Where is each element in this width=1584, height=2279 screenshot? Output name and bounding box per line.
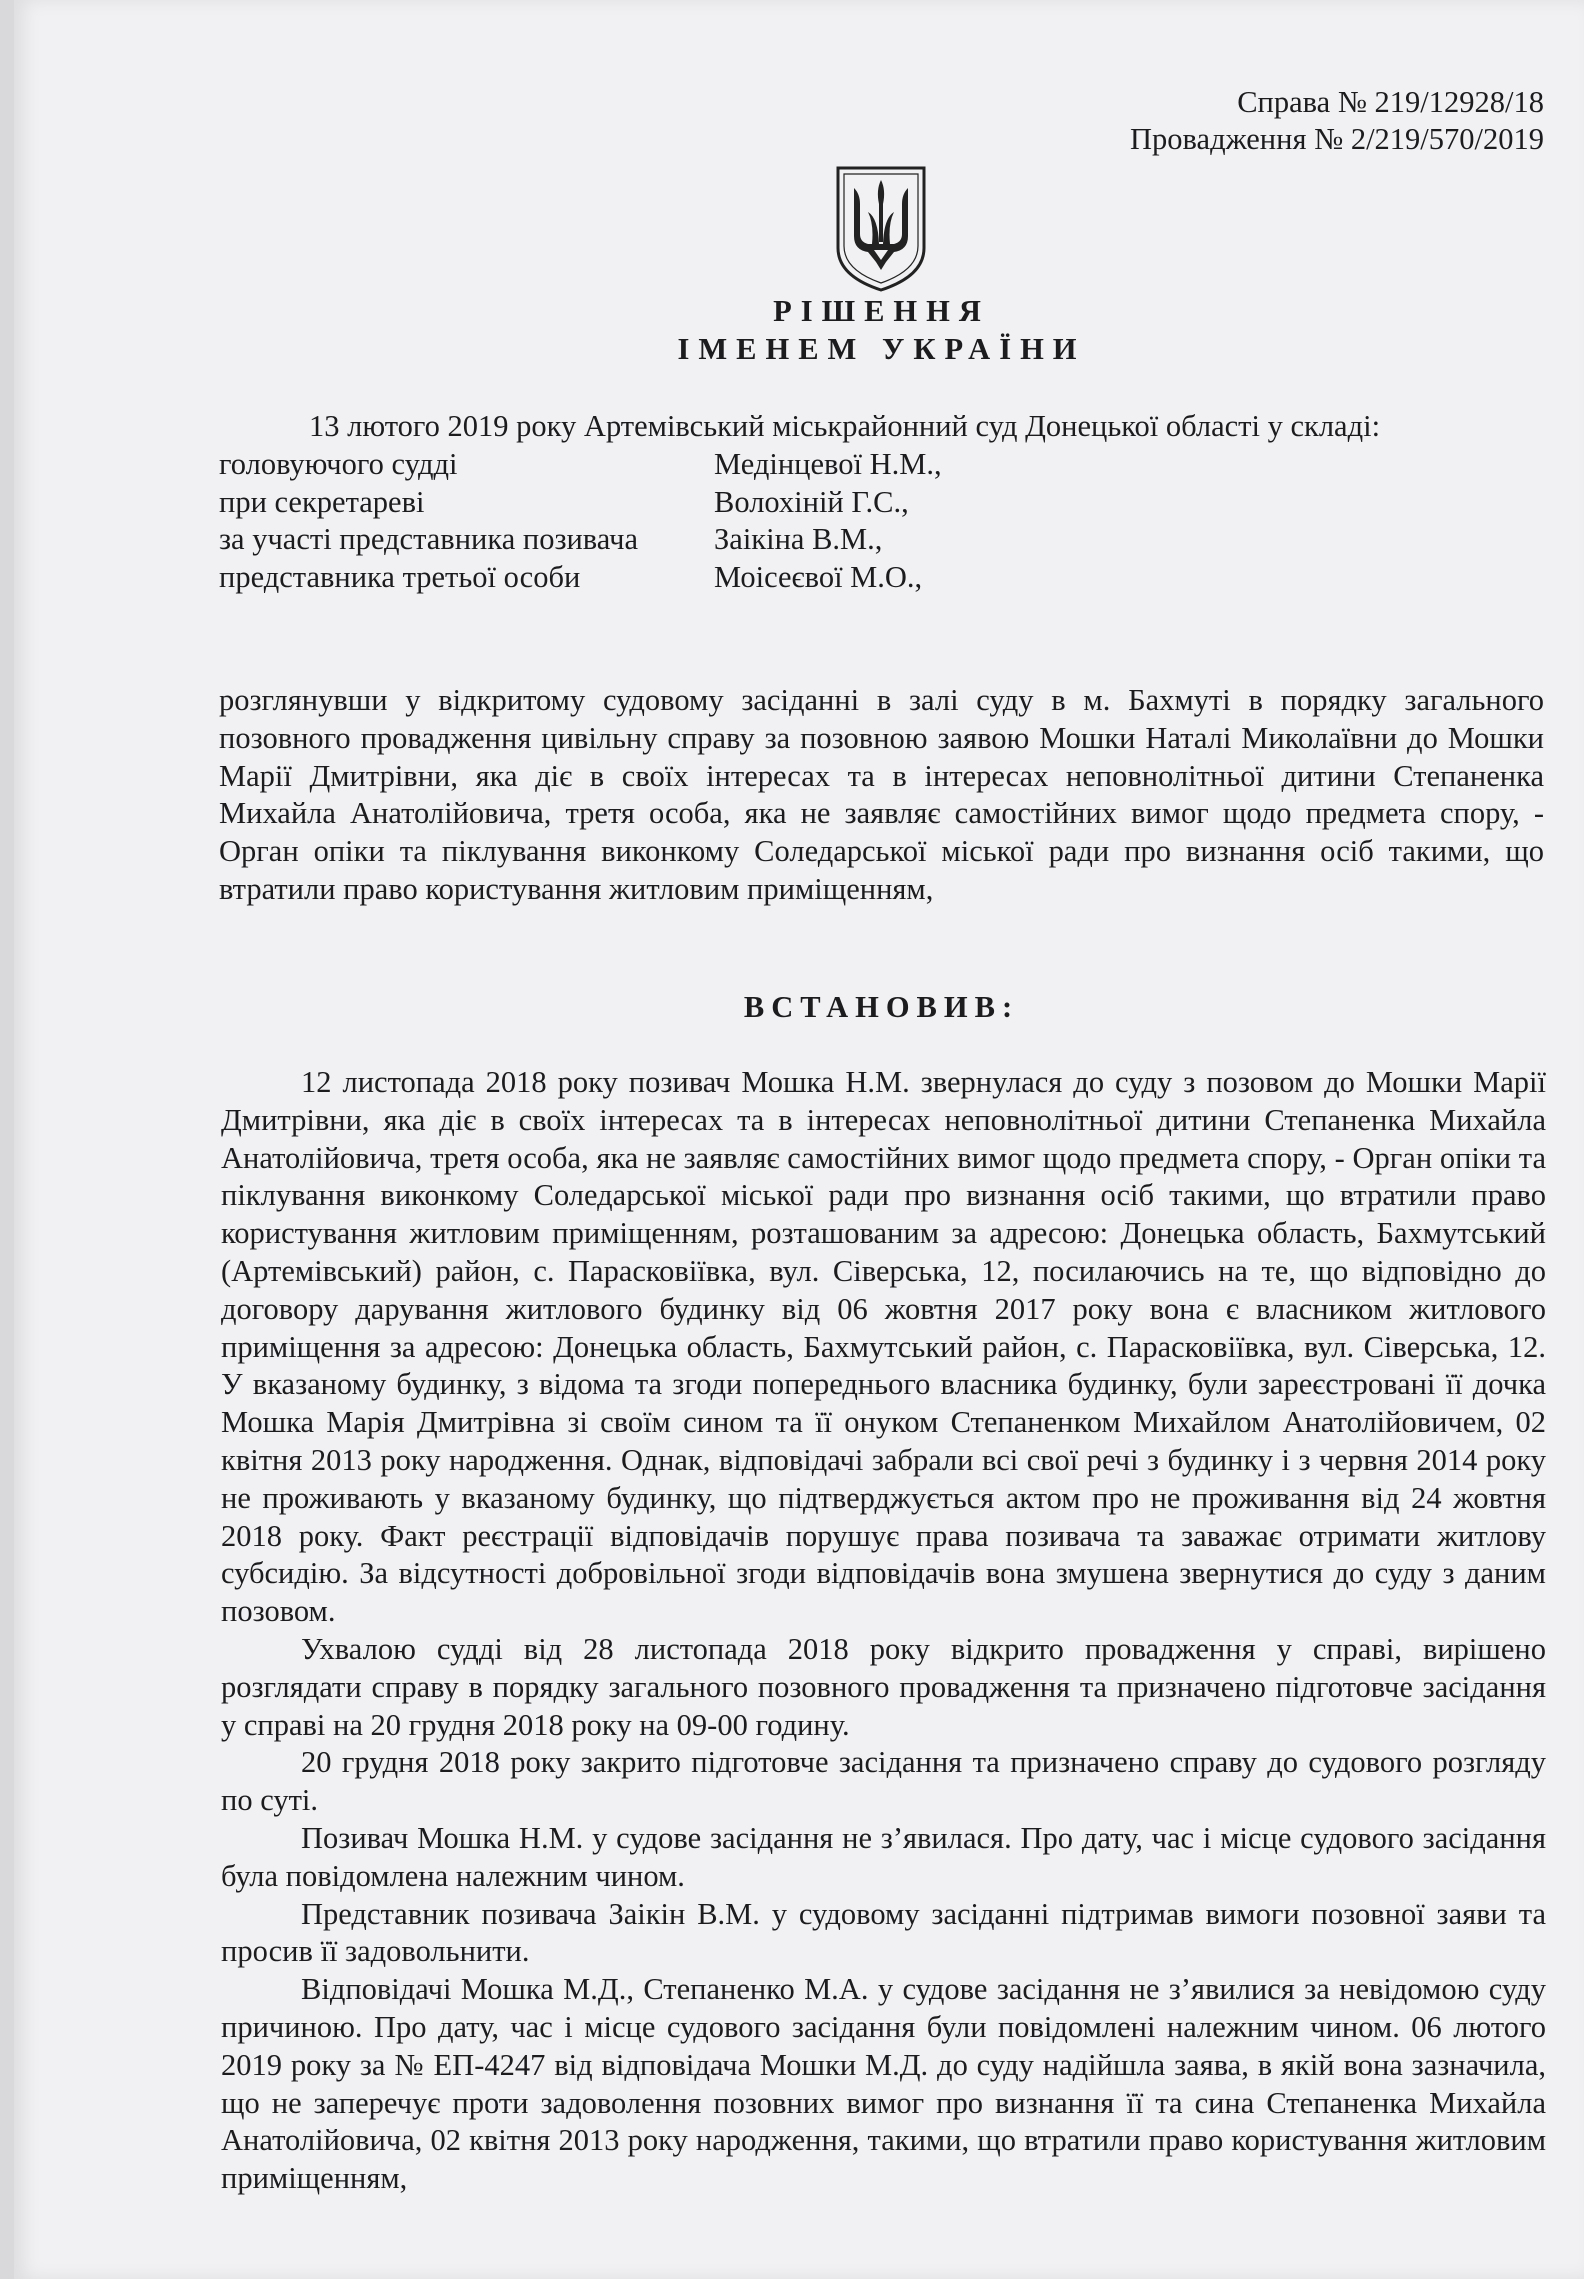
paragraph: Відповідачі Мошка М.Д., Степаненко М.А. у судове засідання не з’явилися за невідомою суду причиною. Про дату, час і місце судового засідання були повідомлені належним чином. 06 лютого 2019 року за № ЕП-4247 від відповідача Мошки М.Д. до суду надійшла заява, в якій вона зазначила, що не заперечує проти задоволення позовних вимог про визнання її та сина Степаненка Михайла Анатолійовича, 02 квітня 2013 року народження, такими, що втратили право користування житловим приміщенням, [221, 1972, 1546, 2196]
composition-intro: 13 лютого 2019 року Артемівський міськрайонний суд Донецької області у складі: [309, 409, 1381, 443]
composition-row [219, 521, 1544, 559]
composition-person: Медінцевої Н.М., [714, 446, 942, 481]
document-page [14, 0, 1584, 2279]
title-in-the-name: ІМЕНЕМ УКРАЇНИ [677, 332, 1086, 366]
composition-person: Волохіній Г.С., [714, 484, 909, 519]
paragraph: Позивач Мошка Н.М. у судове засідання не з’явилася. Про дату, час і місце судового засідання була повідомлена належним чином. [221, 1820, 1546, 1893]
paragraph: 20 грудня 2018 року закрито підготовче засідання та призначено справу до судового розгляду по суті. [221, 1745, 1546, 1818]
composition-role: головуючого судді [219, 446, 458, 481]
paragraph: Ухвалою судді від 28 листопада 2018 року відкрито провадження у справі, вирішено розглядати справу в порядку загального позовного провадження та призначено підготовче засідання у справі на 20 грудня 2018 року на 09-00 годину. [221, 1631, 1546, 1742]
composition-role: представника третьої особи [219, 560, 581, 595]
paragraph: 12 листопада 2018 року позивач Мошка Н.М. звернулася до суду з позовом до Мошки Марії Дмитрівни, яка діє в своїх інтересах та в інтересах неповнолітньої дитини Степаненка Михайла Анатолійовича, третя особа, яка не заявляє самостійних вимог щодо предмета спору, - Орган опіки та піклування виконкому Соледарської міської ради про визнання осіб такими, що втратили право користування житловим приміщенням, розташованим за адресою: Донецька область, Бахмутський (Артемівський) район, с. Парасковіївка, вул. Сіверська, 12, посилаючись на те, що відповідно до договору дарування житлового будинку від 06 жовтня 2017 року вона є власником житлового приміщення за адресою: Донецька область, Бахмутський район, с. Парасковіївка, вул. Сіверська, 12. У вказаному будинку, з відома та згоди попереднього власника будинку, були зареєстровані її дочка Мошка Марія Дмитрівна зі своїм сином та її онуком Степаненком Михайлом Анатолійовичем, 02 квітня 2013 року народження. Однак, відповідачі забрали всі свої речі з будинку і з червня 2014 року не проживають у вказаному будинку, що підтверджується актом про не проживання від 24 жовтня 2018 року. Факт реєстрації відповідачів порушує права позивача та заважає отримати житлову субсидію. За відсутності добровільної згоди відповідачів вона змушена звернутися до суду з даним позовом. [221, 1065, 1546, 1629]
section-heading: ВСТАНОВИВ: [743, 990, 1020, 1024]
composition-role: при секретареві [219, 484, 425, 519]
composition-row [219, 559, 1544, 597]
coat-of-arms-icon [832, 164, 930, 294]
composition-person: Заікіна В.М., [714, 522, 883, 557]
composition-role: за участі представника позивача [219, 522, 639, 557]
composition-row [219, 446, 1544, 484]
case-number: Справа № 219/12928/18 [1237, 85, 1544, 119]
court-composition [219, 408, 1544, 597]
proceeding-number: Провадження № 2/219/570/2019 [1130, 122, 1544, 156]
case-header [1130, 84, 1544, 158]
paragraph: Представник позивача Заікін В.М. у судовому засіданні підтримав вимоги позовної заяви та просив її задовольнити. [221, 1896, 1546, 1969]
case-description: розглянувши у відкритому судовому засіданні в залі суду в м. Бахмуті в порядку загального позовного провадження цивільну справу за позовною заявою Мошки Наталі Миколаївни до Мошки Марії Дмитрівни, яка діє в своїх інтересах та в інтересах неповнолітньої дитини Степаненка Михайла Анатолійовича, третя особа, яка не заявляє самостійних вимог щодо предмета спору, - Орган опіки та піклування виконкому Соледарської міської ради про визнання осіб такими, що втратили право користування житловим приміщенням, [219, 683, 1544, 906]
decision-body [221, 1064, 1546, 2198]
composition-row [219, 484, 1544, 522]
document-title [219, 292, 1544, 368]
title-decision: РІШЕННЯ [773, 294, 990, 328]
composition-person: Моісеєвої М.О., [714, 560, 923, 595]
